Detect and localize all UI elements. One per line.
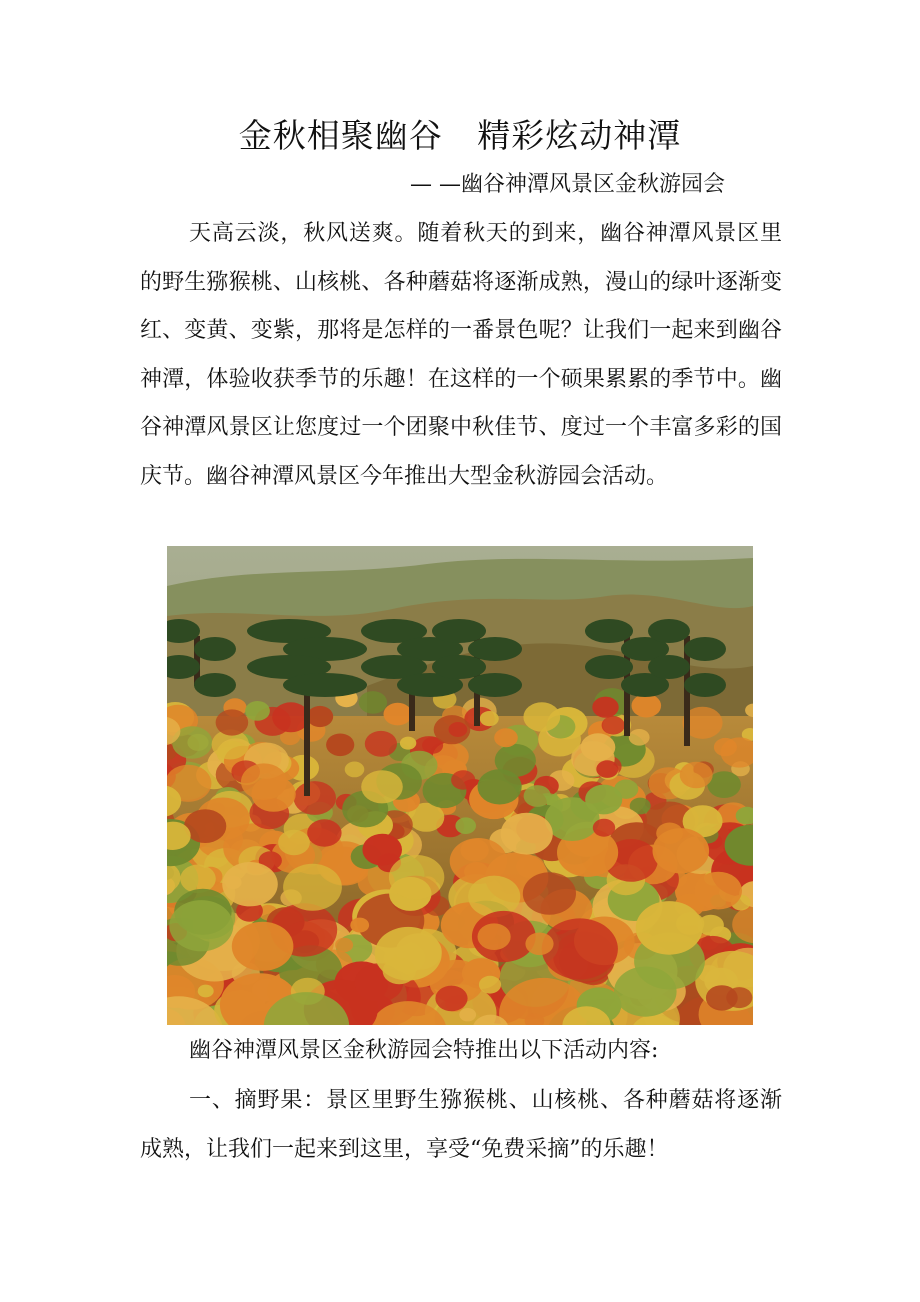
foliage-blob xyxy=(596,760,618,778)
pine-canopy xyxy=(468,637,522,661)
foliage-blob xyxy=(307,819,341,846)
foliage-blob xyxy=(468,876,520,918)
foliage-blob xyxy=(222,862,278,906)
foliage-blob xyxy=(455,817,476,834)
foliage-blob xyxy=(592,697,618,718)
foliage-blob xyxy=(198,985,214,998)
foliage-blob xyxy=(656,823,683,844)
pine-canopy xyxy=(585,655,633,679)
activities-intro: 幽谷神潭风景区金秋游园会特推出以下活动内容: xyxy=(189,1038,659,1063)
foliage-blob xyxy=(449,722,468,737)
foliage-blob xyxy=(593,819,615,837)
pine-canopy xyxy=(648,619,690,643)
foliage-blob xyxy=(362,834,402,866)
foliage-blob xyxy=(525,933,553,956)
pine-canopy xyxy=(283,673,367,697)
foliage-blob xyxy=(326,734,354,757)
activity-item-fruit-picking: 一、摘野果：景区里野生猕猴桃、山核桃、各种蘑菇将逐渐成熟，让我们一起来到这里，享受“免费采摘”的乐趣！ xyxy=(140,1088,782,1162)
foliage-blob xyxy=(478,769,522,804)
foliage-blob xyxy=(278,830,310,855)
foliage-blob xyxy=(542,918,618,979)
pine-canopy xyxy=(194,673,236,697)
foliage-blob xyxy=(283,864,342,911)
foliage-blob xyxy=(479,976,501,994)
foliage-blob xyxy=(524,785,551,807)
foliage-blob xyxy=(359,691,387,714)
foliage-blob xyxy=(241,763,287,800)
foliage-blob xyxy=(501,813,553,855)
pine-canopy xyxy=(648,655,690,679)
foliage-blob xyxy=(581,733,616,761)
foliage-blob xyxy=(695,872,742,910)
foliage-blob xyxy=(384,703,412,726)
intro-paragraph: 天高云淡，秋风送爽。随着秋天的到来，幽谷神潭风景区里的野生猕猴桃、山核桃、各种蘑菇将逐渐成熟，漫山的绿叶逐渐变红、变黄、变紫，那将是怎样的一番景色呢？让我们一起来到幽谷神潭，体验收获季节的乐趣！在这样的一个硕果累累的季节中。幽谷神潭风景区让您度过一个团聚中秋佳节、度过一个丰富多彩的国庆节。幽谷神潭风景区今年推出大型金秋游园会活动。 xyxy=(140,221,782,489)
pine-canopy xyxy=(684,637,726,661)
foliage-blob xyxy=(706,985,738,1010)
pine-canopy xyxy=(432,619,486,643)
foliage-blob xyxy=(169,900,233,951)
foliage-blob xyxy=(435,986,467,1012)
foliage-blob xyxy=(629,729,650,746)
foliage-blob xyxy=(345,762,365,778)
pine-canopy xyxy=(585,619,633,643)
foliage-blob xyxy=(180,865,216,894)
foliage-blob xyxy=(335,938,353,952)
foliage-blob xyxy=(459,1008,476,1021)
foliage-blob xyxy=(389,855,444,899)
foliage-blob xyxy=(216,709,249,735)
pine-canopy xyxy=(432,655,486,679)
foliage-blob xyxy=(632,694,662,718)
autumn-mountain-photo xyxy=(167,546,753,1025)
foliage-blob xyxy=(365,731,397,757)
foliage-blob xyxy=(523,872,576,915)
pine-canopy xyxy=(194,637,236,661)
foliage-blob xyxy=(361,770,403,803)
foliage-blob xyxy=(680,762,713,788)
foliage-blob xyxy=(400,737,416,750)
page-subtitle: — —幽谷神潭风景区金秋游园会 xyxy=(410,172,725,197)
page-title: 金秋相聚幽谷 精彩炫动神潭 xyxy=(238,116,682,155)
pine-canopy xyxy=(468,673,522,697)
foliage-blob xyxy=(714,738,737,756)
foliage-blob xyxy=(494,728,518,747)
foliage-blob xyxy=(478,923,511,950)
foliage-blob xyxy=(636,901,703,955)
foliage-blob xyxy=(350,918,369,933)
foliage-blob xyxy=(480,711,499,726)
foliage-blob xyxy=(602,716,625,735)
foliage-blob xyxy=(294,781,336,815)
foliage-blob xyxy=(307,706,333,727)
foliage-blob xyxy=(232,922,294,971)
foliage-blob xyxy=(375,927,442,981)
pine-canopy xyxy=(684,673,726,697)
foliage-blob xyxy=(245,701,270,721)
foliage-blob xyxy=(585,785,622,815)
foliage-blob xyxy=(523,702,560,731)
